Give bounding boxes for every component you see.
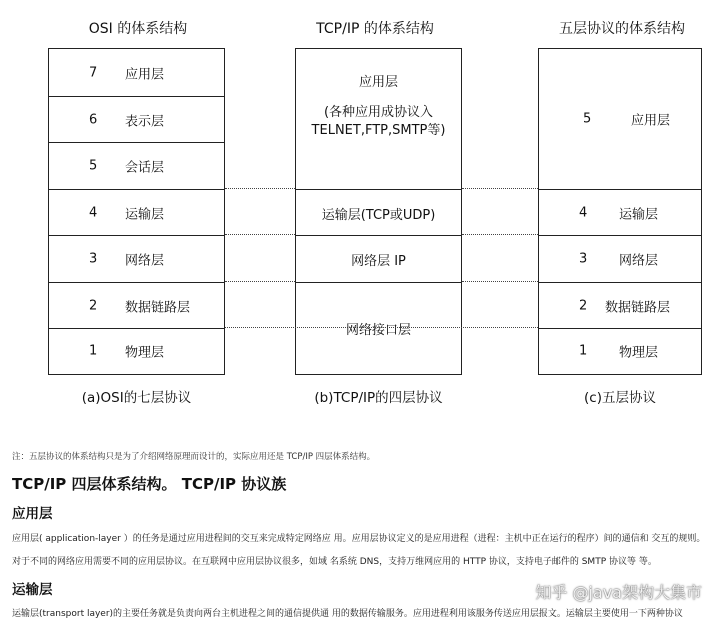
layer-name: 运输层	[619, 207, 659, 222]
layer-name: 应用层	[125, 67, 165, 82]
five-layer-title: 五层协议的体系结构	[559, 21, 685, 37]
transport-layer-heading: 运输层	[12, 582, 53, 598]
layer-name: 会话层	[125, 160, 165, 176]
separator	[296, 282, 461, 283]
tcpip-application-desc-1: (各种应用成协议入	[323, 105, 434, 120]
osi-stack	[48, 48, 225, 375]
layer-name: 数据链路层	[125, 300, 191, 315]
osi-title: OSI 的体系结构	[88, 21, 188, 37]
layer-number: 3	[89, 251, 98, 267]
layer-name: 表示层	[125, 114, 165, 129]
osi-layer-2	[49, 282, 224, 328]
five-layer-4	[539, 189, 701, 235]
tcpip-network-layer: 网络层 IP	[351, 254, 406, 269]
watermark: 知乎 @java架构大集市	[535, 583, 702, 602]
five-layer-1	[539, 328, 701, 373]
osi-layer-7	[49, 49, 224, 96]
article-text	[0, 420, 720, 623]
five-layer-5	[539, 49, 701, 189]
connector-line	[225, 188, 295, 189]
osi-layer-5	[49, 142, 224, 189]
footnote: 注：五层协议的体系结构只是为了介绍网络原理而设计的，实际应用还是 TCP/IP 四层体系结构。	[12, 452, 376, 462]
layer-number: 7	[89, 65, 98, 80]
connector-line	[225, 327, 538, 328]
tcpip-application-label: 应用层	[358, 75, 398, 90]
connector-line	[462, 281, 538, 282]
layer-name: 物理层	[619, 345, 659, 361]
layer-name: 数据链路层	[605, 300, 671, 315]
layer-number: 4	[579, 205, 588, 220]
layer-number: 4	[89, 205, 98, 220]
connector-line	[225, 234, 295, 235]
tcpip-title: TCP/IP 的体系结构	[316, 21, 434, 37]
layer-name: 网络层	[619, 253, 659, 269]
layer-number: 2	[579, 298, 588, 313]
section-heading: TCP/IP 四层体系结构。 TCP/IP 协议族	[12, 475, 287, 493]
five-layer-stack	[538, 48, 702, 375]
osi-caption: (a)OSI的七层协议	[81, 390, 192, 406]
osi-layer-4	[49, 189, 224, 235]
layer-number: 6	[89, 112, 98, 127]
tcpip-application-desc-2: TELNET,FTP,SMTP等)	[311, 123, 446, 138]
tcpip-link-layer: 网络接口层	[345, 323, 411, 338]
layer-number: 5	[583, 111, 592, 127]
tcpip-transport-layer: 运输层(TCP或UDP)	[321, 208, 436, 223]
layer-name: 运输层	[125, 207, 165, 222]
layer-number: 3	[579, 251, 588, 267]
layer-name: 物理层	[125, 345, 165, 361]
layer-name: 网络层	[125, 253, 165, 269]
connector-line	[462, 234, 538, 235]
osi-layer-3	[49, 235, 224, 282]
layer-number: 5	[89, 158, 98, 174]
paragraph-line: 对于不同的网络应用需要不同的应用层协议。在互联网中应用层协议很多，如域 名系统 DNS，支持万维网应用的 HTTP 协议，支持电子邮件的 SMTP 协议等 等。	[12, 557, 657, 567]
osi-layer-6	[49, 96, 224, 142]
paragraph-line: 运输层(transport layer)的主要任务就是负责向两台主机进程之间的通信提供通 用的数据传输服务。应用进程利用该服务传送应用层报文。运输层主要使用一下两种协议	[12, 609, 683, 619]
layer-number: 1	[579, 343, 588, 359]
layer-number: 1	[89, 343, 98, 359]
application-layer-heading: 应用层	[12, 506, 53, 522]
paragraph-line: 应用层( application-layer ）的任务是通过应用进程间的交互来完成特定网络应 用。应用层协议定义的是应用进程（进程：主机中正在运行的程序）间的通信和 交互的规则。	[12, 534, 706, 544]
tcpip-caption: (b)TCP/IP的四层协议	[314, 390, 443, 406]
connector-line	[462, 188, 538, 189]
five-layer-3	[539, 235, 701, 282]
tcpip-stack	[295, 48, 462, 375]
layer-name: 应用层	[631, 113, 671, 129]
separator	[296, 235, 461, 236]
five-layer-caption: (c)五层协议	[584, 390, 656, 406]
osi-layer-1	[49, 328, 224, 373]
separator	[296, 189, 461, 190]
layer-number: 2	[89, 298, 98, 313]
connector-line	[225, 281, 295, 282]
five-layer-2	[539, 282, 701, 328]
